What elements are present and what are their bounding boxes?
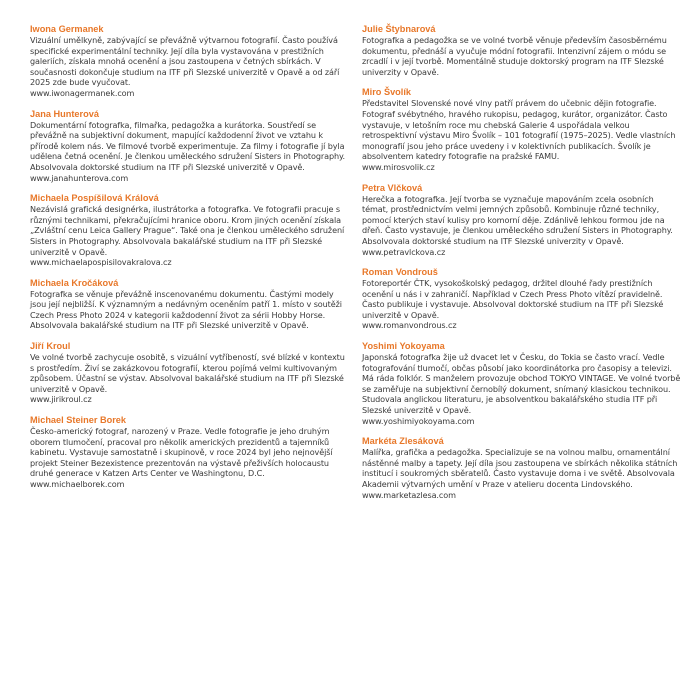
right-column [362,23,682,509]
person-name: Iwona Germanek [30,24,104,34]
person-bio: Fotografka se věnuje převážně inscenovanému dokumentu. Častými modely jsou její nejbližší. K významným a nedávným oceněním patří 1. místo v soutěži Czech Press Photo 2024 v kategorii každodenní život za sérii Hobby Horse. Absolvovala bakalářské studium na ITF při Slezské univerzitě v Opavě. [30,288,342,331]
website-link[interactable]: www.michaelapospisilovakralova.cz [30,257,172,268]
bio-entry [362,86,682,172]
bio-entry [362,340,682,426]
bio-entry [30,277,350,331]
person-name: Yoshimi Yokoyama [362,341,445,352]
bio-entry [362,182,682,258]
website-link[interactable]: www.marketazlesa.com [362,489,456,500]
person-name: Miro Švolík [362,87,412,98]
person-name: Michaela Kročáková [30,277,119,288]
bio-entry [30,108,350,184]
person-name: Petra Vlčková [362,182,423,193]
person-name: Roman Vondrouš [362,267,438,278]
bio-entry [30,414,350,490]
bio-entry [362,266,682,331]
website-link[interactable]: www.michaelborek.com [30,479,125,489]
person-bio: Japonská fotografka žije už dvacet let v Česku, do Tokia se často vrací. Vedle fotografování tlumočí, občas působí jako koordinátorka pro časopisy a televizi. Má ráda folklór. S manželem provozuje obchod TOKYO VINTAGE. Ve volné tvorbě se zaměřuje na subjektivní černobílý dokument, snímaný klasickou technikou. Studovala anglickou literaturu, je absolventkou bakalářského studia ITF při Slezské univerzitě v Opavě. [362,352,681,416]
website-link[interactable]: www.petravlckova.cz [362,246,446,257]
person-bio: Fotografka a pedagožka se ve volné tvorbě věnuje především časosběrnému dokumentu, přednáší a vyučuje módní fotografii. Intenzivní zájem o módu se zrcadlí i v její tvorbě. Momentálně studuje doktorský program na ITF Slezské univerzity v Opavě. [362,35,667,77]
website-link[interactable]: www.janahunterova.com [30,172,129,183]
person-name: Markéta Zlesáková [362,436,444,447]
bio-entry [30,340,350,405]
person-bio: Vizuální umělkyně, zabývající se převážně výtvarnou fotografií. Často používá specifické experimentální techniky. Její díla byla vystavována v prestižních galeriích, získala mnohá ocenění a jsou zastoupena v četných sbírkách. V současnosti dokončuje studium na ITF při Slezské univerzitě v Opavě a od září 2025 zde bude vyučovat. [30,35,340,88]
website-link[interactable]: www.mirosvolik.cz [362,161,435,172]
website-link[interactable]: www.iwonagermanek.com [30,87,135,98]
person-bio: Představitel Slovenské nové vlny patří právem do učebnic dějin fotografie. Fotograf svébytného, hravého rukopisu, pedagog, kurátor, organizátor. Často vystavuje, v letošním roce mu chebská Galerie 4 uspořádala velkou retrospektivní výstavu Miro Švolík – 101 fotografií (1975–2025). Vedle vlastních monografií jsou jeho práce uvedeny i v kolektivních publikacích. Švolík je absolventem katedry fotografie na pražské FAMU. [362,98,676,162]
person-name: Julie Štybnarová [362,24,436,34]
bio-entry [30,23,350,99]
bio-entry [362,23,682,77]
website-link[interactable]: www.romanvondrous.cz [362,320,457,331]
person-bio: Malířka, grafička a pedagožka. Specializuje se na volnou malbu, ornamentální nástěnné malby a tapety. Její díla jsou zastoupena ve sbírkách několika státních institucí i soukromých sběratelů. Často vystavuje doma i ve světě. Absolvovala Akademii výtvarných umění v Praze v atelieru docenta Lindovského. [362,447,678,489]
person-bio: Česko-americký fotograf, narozený v Praze. Vedle fotografie je jeho druhým oborem tlumočení, pracoval pro několik amerických prezidentů a tajemníků kabinetu. Vystavuje samostatně i skupinově, v roce 2024 byl jeho nejnovější projekt Steiner Bezexistence prezentován na výstavě přeživších holocaustu druhé generace v Katzen Arts Center ve Washingtonu, D.C. [30,426,333,479]
website-link[interactable]: www.yoshimiyokoyama.com [362,415,475,426]
bio-entry [362,435,682,500]
person-bio: Dokumentární fotografka, filmařka, pedagožka a kurátorka. Soustředí se převážně na subjektivní dokument, mapující každodenní život ve vztahu k přírodě kolem nás. Ve filmové tvorbě experimentuje. Za filmy i fotografie jí byla udělena četná ocenění. Je členkou uměleckého sdružení Sisters in Photography. Absolvovala doktorské studium na ITF při Slezské univerzitě v Opavě. [30,119,346,172]
bio-entry [30,192,350,268]
person-name: Jiří Kroul [30,341,71,352]
person-bio: Herečka a fotografka. Její tvorba se vyznačuje mapováním zcela osobních témat, prostřednictvím velmi jemných způsobů. Kombinuje různé techniky, pomocí kterých staví kulisy pro komorní děje. Zdánlivě lehkou formou jde na dřeň. Často vystavuje, je členkou uměleckého sdružení Sisters in Photography. Absolvovala doktorské studium na ITF Slezské univerzity v Opavě. [362,193,673,246]
person-name: Michael Steiner Borek [30,415,126,426]
website-link[interactable]: www.jirikroul.cz [30,394,92,405]
person-name: Michaela Pospíšilová Králová [30,193,159,204]
left-column [30,23,350,499]
person-bio: Ve volné tvorbě zachycuje osobitě, s vizuální vytříbeností, své blízké v kontextu s prostředím. Živí se zakázkovou fotografií, kterou pojímá velmi kultivovaným způsobem. Účastní se výstav. Absolvoval bakalářské studium na ITF při Slezské univerzitě v Opavě. [30,352,345,394]
person-name: Jana Hunterová [30,108,99,119]
person-bio: Nezávislá grafická designérka, ilustrátorka a fotografka. Ve fotografii pracuje s různými technikami, překračujícími hranice oboru. Krom jiných ocenění získala „Zvláštní cenu Leica Gallery Prague“. Také ona je členkou uměleckého sdružení Sisters in Photography. Absolvovala bakalářské studium na ITF při Slezské univerzitě v Opavě. [30,204,345,257]
person-bio: Fotoreportér ČTK, vysokoškolský pedagog, držitel dlouhé řady prestižních ocenění u nás i v zahraničí. Například v Czech Press Photo vítězí pravidelně. Často publikuje i vystavuje. Absolvoval doktorské studium na ITF při Slezské univerzitě v Opavě. [362,278,664,320]
